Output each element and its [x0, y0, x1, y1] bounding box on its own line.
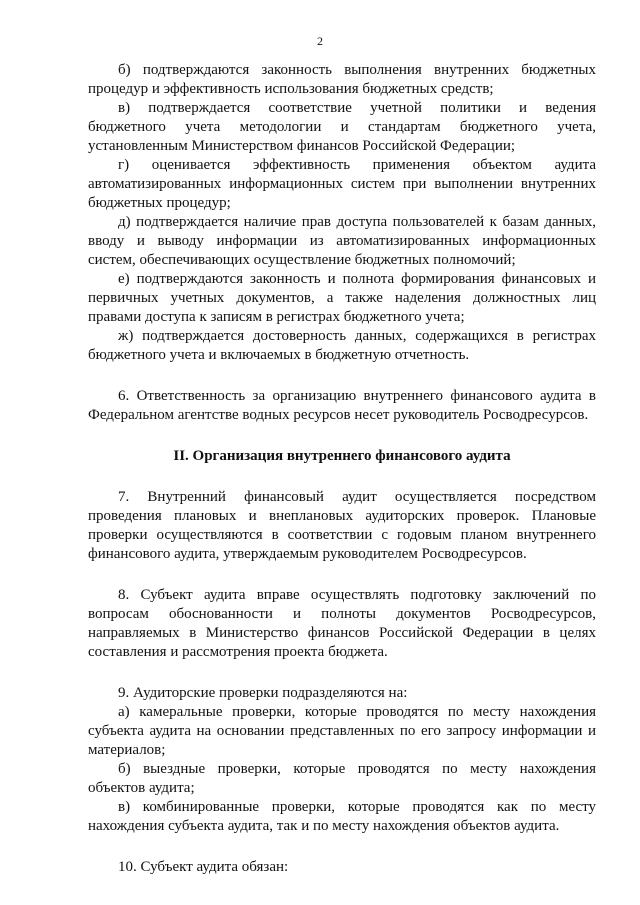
- paragraph-gap: [88, 564, 596, 586]
- paragraph-gap: [88, 425, 596, 447]
- paragraph-e: [88, 270, 596, 327]
- text-line: бюджетного учета методологии и стандартам бюджетного учета,: [88, 119, 596, 135]
- paragraph-p9a: [88, 703, 596, 760]
- text-line: д) подтверждается наличие прав доступа пользователей к базам данных,: [118, 214, 596, 230]
- paragraph-p9: [88, 684, 596, 703]
- text-line: установленным Министерством финансов Российской Федерации;: [88, 138, 516, 154]
- text-line: вопросам обоснованности и полноты документов Росводресурсов,: [88, 606, 596, 622]
- text-line: объектов аудита;: [88, 780, 195, 796]
- paragraph-p6: [88, 387, 596, 425]
- text-line: Федеральном агентстве водных ресурсов несет руководитель Росводресурсов.: [88, 407, 589, 423]
- text-line: первичных учетных документов, а также наделения должностных лиц: [88, 290, 596, 306]
- text-line: направляемых в Министерство финансов Российской Федерации в целях: [88, 625, 596, 641]
- paragraph-p7: [88, 488, 596, 564]
- text-line: г) оценивается эффективность применения объектом аудита: [118, 157, 596, 173]
- text-line: материалов;: [88, 742, 166, 758]
- text-line: 9. Аудиторские проверки подразделяются на:: [118, 685, 408, 701]
- text-line: субъекта аудита на основании представленных по его запросу информации и: [88, 723, 596, 739]
- paragraph-v: [88, 99, 596, 156]
- text-line: финансового аудита, утверждаемым руководителем Росводресурсов.: [88, 546, 527, 562]
- text-line: бюджетного учета и включаемых в бюджетную отчетность.: [88, 347, 470, 363]
- text-line: процедур и эффективность использования бюджетных средств;: [88, 81, 494, 97]
- document-body: [88, 61, 596, 877]
- text-line: проведения плановых и внеплановых аудиторских проверок. Плановые: [88, 508, 596, 524]
- section-heading: [88, 447, 596, 466]
- paragraph-p10: [88, 858, 596, 877]
- page-number: 2: [317, 34, 323, 48]
- text-line: 10. Субъект аудита обязан:: [118, 859, 289, 875]
- text-line: проверки осуществляются в соответствии с годовым планом внутреннего: [88, 527, 596, 543]
- text-line: 8. Субъект аудита вправе осуществлять подготовку заключений по: [118, 587, 596, 603]
- text-line: бюджетных процедур;: [88, 195, 231, 211]
- text-line: в) подтверждается соответствие учетной политики и ведения: [118, 100, 596, 116]
- text-line: составления и рассмотрения проекта бюджета.: [88, 644, 388, 660]
- text-line: б) подтверждаются законность выполнения внутренних бюджетных: [118, 62, 596, 78]
- text-line: правами доступа к записям в регистрах бюджетного учета;: [88, 309, 465, 325]
- paragraph-b: [88, 61, 596, 99]
- paragraph-gap: [88, 365, 596, 387]
- paragraph-gap: [88, 466, 596, 488]
- paragraph-zh: [88, 327, 596, 365]
- text-line: 7. Внутренний финансовый аудит осуществляется посредством: [118, 489, 596, 505]
- text-line: в) комбинированные проверки, которые проводятся как по месту: [118, 799, 596, 815]
- paragraph-d: [88, 213, 596, 270]
- text-line: 6. Ответственность за организацию внутреннего финансового аудита в: [118, 388, 596, 404]
- paragraph-p9v: [88, 798, 596, 836]
- text-line: II. Организация внутреннего финансового аудита: [173, 448, 511, 464]
- text-line: е) подтверждаются законность и полнота формирования финансовых и: [118, 271, 596, 287]
- paragraph-gap: [88, 662, 596, 684]
- text-line: вводу и выводу информации из автоматизированных информационных: [88, 233, 596, 249]
- text-line: систем, обеспечивающих осуществление бюджетных полномочий;: [88, 252, 516, 268]
- paragraph-gap: [88, 836, 596, 858]
- text-line: автоматизированных информационных систем при выполнении внутренних: [88, 176, 596, 192]
- paragraph-p9b: [88, 760, 596, 798]
- paragraph-g: [88, 156, 596, 213]
- text-line: а) камеральные проверки, которые проводятся по месту нахождения: [118, 704, 596, 720]
- paragraph-p8: [88, 586, 596, 662]
- text-line: б) выездные проверки, которые проводятся по месту нахождения: [118, 761, 596, 777]
- text-line: ж) подтверждается достоверность данных, содержащихся в регистрах: [118, 328, 596, 344]
- text-line: нахождения субъекта аудита, так и по месту нахождения объектов аудита.: [88, 818, 560, 834]
